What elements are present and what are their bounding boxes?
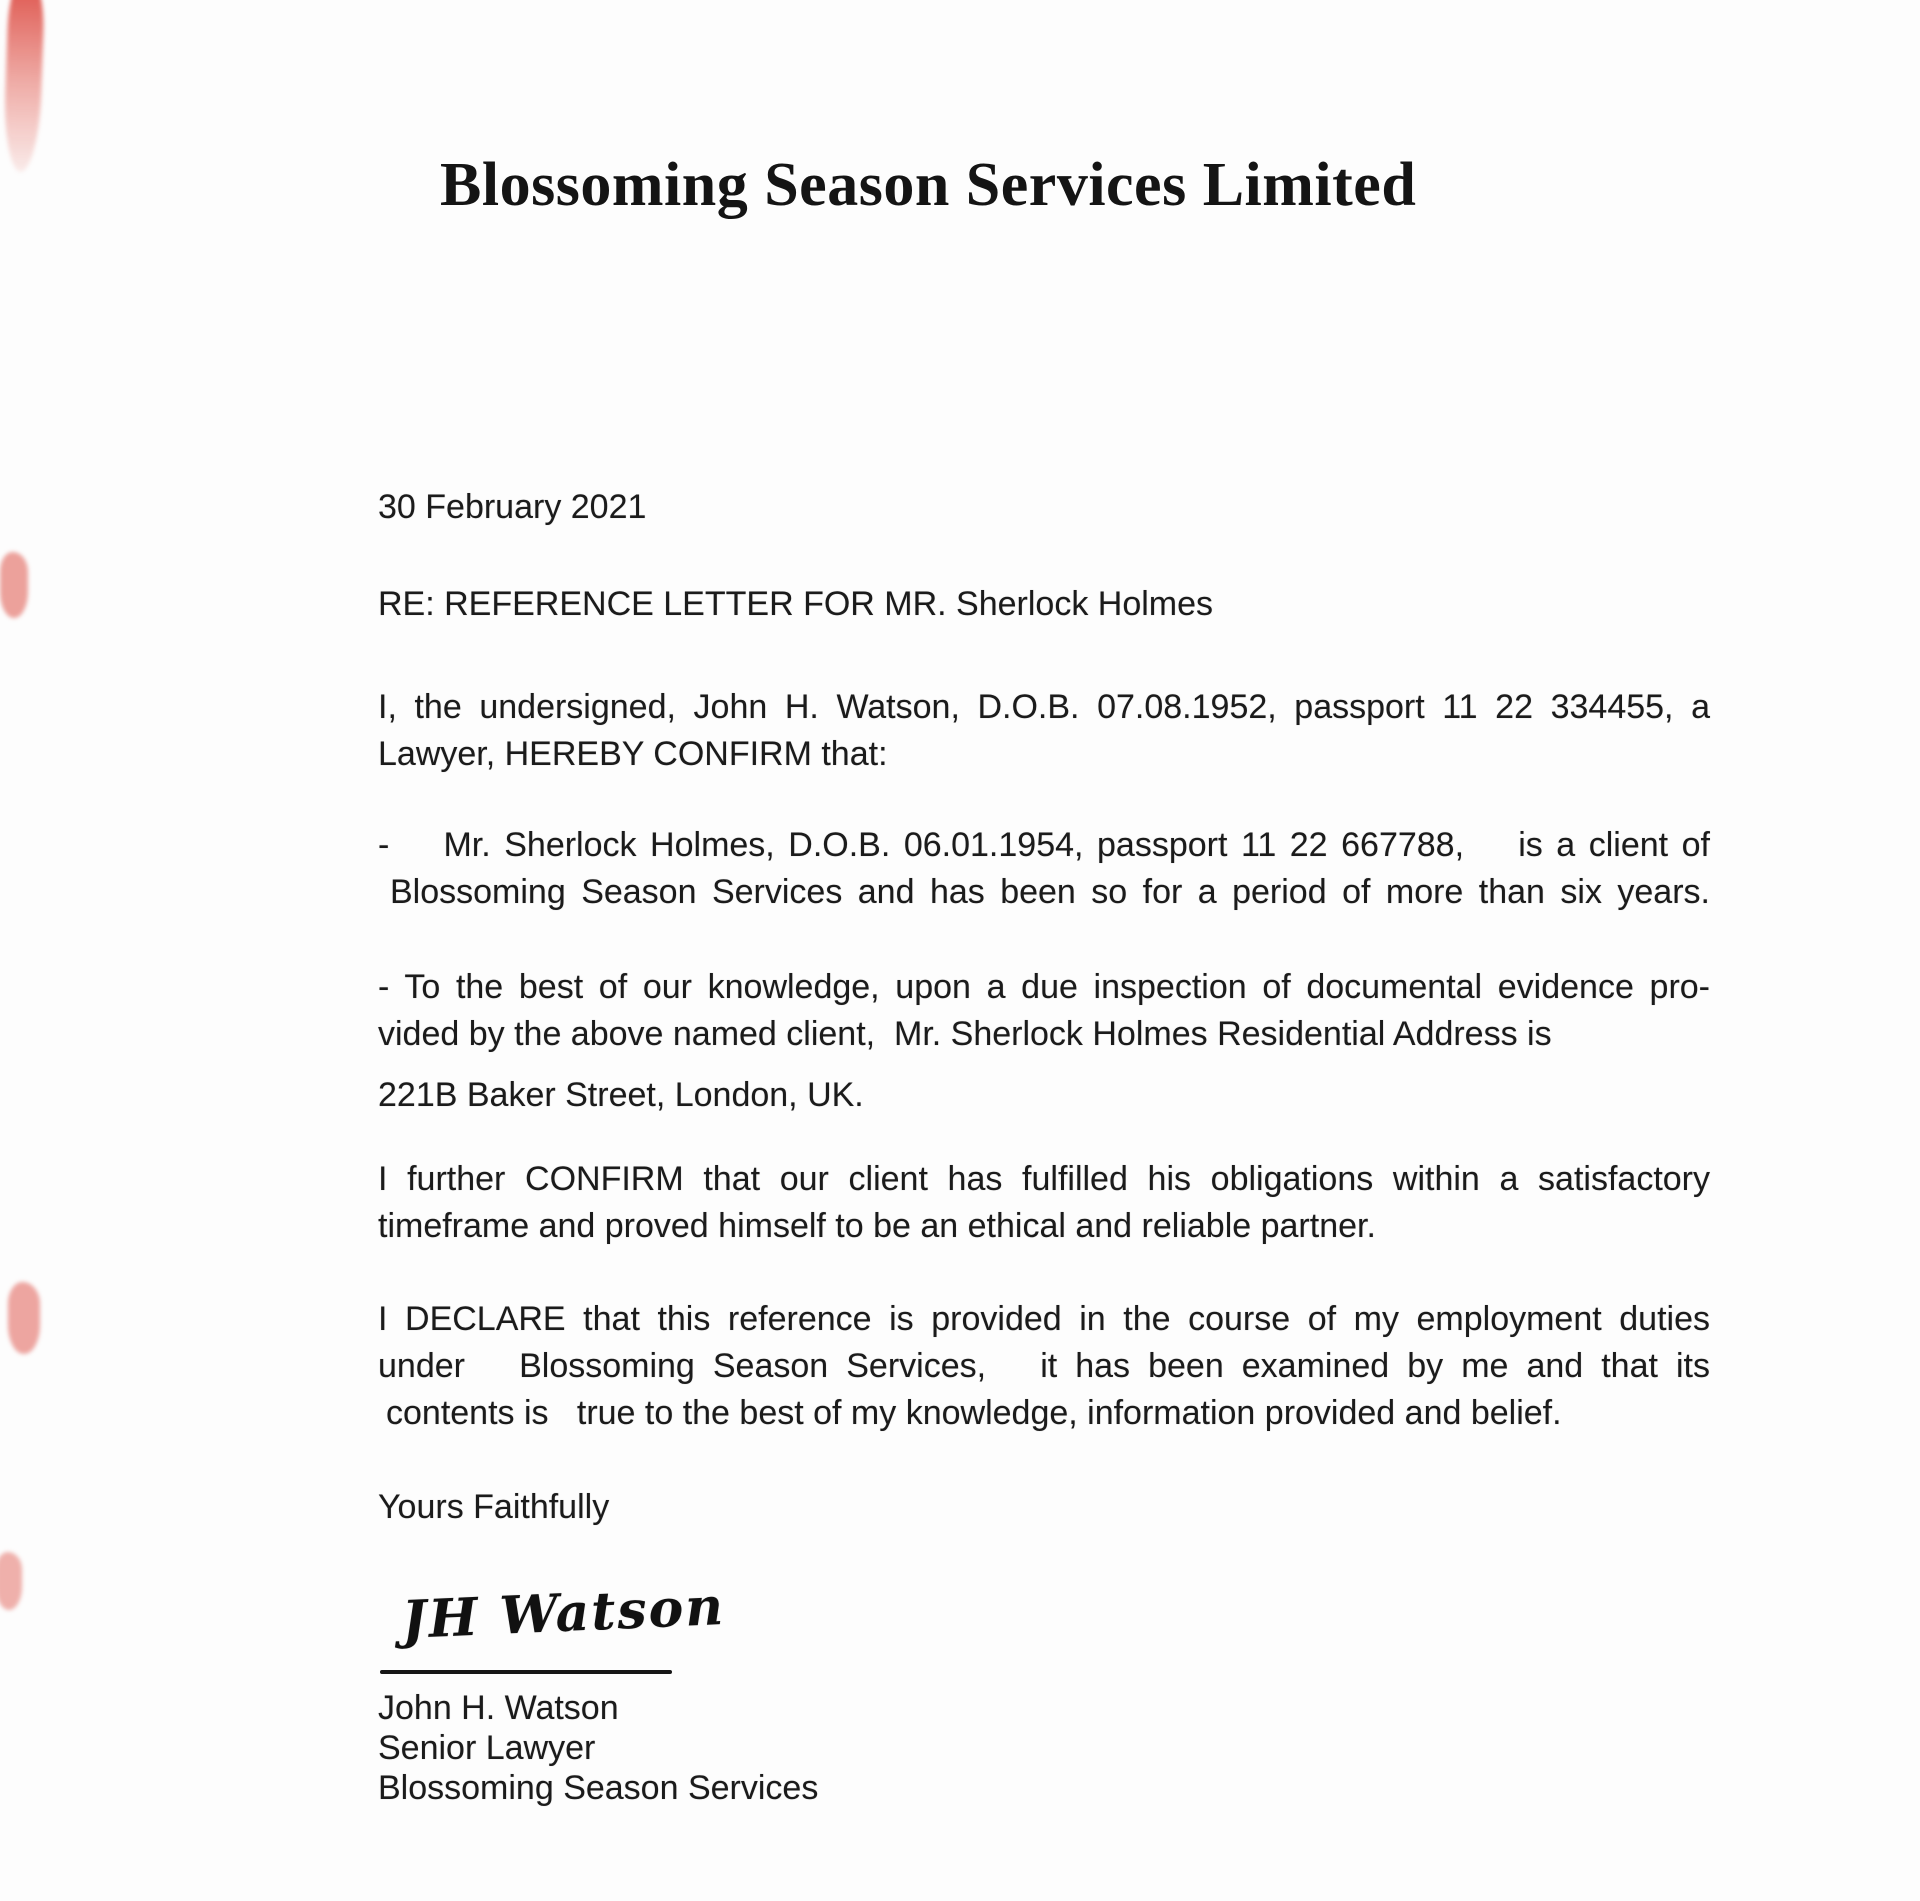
intro-line-2: Lawyer, HEREBY CONFIRM that: [378,735,888,774]
confirm-line-1: I further CONFIRM that our client has fulfilled his obligations within a satisfactory [378,1160,1710,1199]
signatory-company: Blossoming Season Services [378,1769,819,1808]
confirm-line-2: timeframe and proved himself to be an ethical and reliable partner. [378,1207,1376,1246]
closing-salutation: Yours Faithfully [378,1488,610,1527]
declare-line-3: contents is true to the best of my knowledge, information provided and belief. [386,1394,1562,1433]
signatory-role: Senior Lawyer [378,1729,596,1768]
letter-date: 30 February 2021 [378,488,647,527]
intro-line-1: I, the undersigned, John H. Watson, D.O.B. 07.08.1952, passport 11 22 334455, a [378,688,1710,727]
client-bullet-line-1: - Mr. Sherlock Holmes, D.O.B. 06.01.1954, passport 11 22 667788, is a client of [378,826,1710,865]
knowledge-bullet-paragraph [378,964,1710,1119]
scan-artifact-top-left [3,0,46,173]
declare-paragraph [378,1296,1710,1437]
confirm-paragraph [378,1156,1710,1250]
company-title: Blossoming Season Services Limited [440,151,1417,219]
handwritten-signature: JH Watson [400,1576,727,1652]
client-bullet-line-2: Blossoming Season Services and has been so for a period of more than six years. [390,873,1710,912]
declare-line-1: I DECLARE that this reference is provided in the course of my employment duties [378,1300,1710,1339]
knowledge-line-2: vided by the above named client, Mr. Sherlock Holmes Residential Address is [378,1015,1552,1054]
declare-line-2: under Blossoming Season Services, it has been examined by me and that its [378,1347,1710,1386]
signature-block [378,1688,1710,1808]
subject-line: RE: REFERENCE LETTER FOR MR. Sherlock Holmes [378,585,1214,624]
client-bullet-paragraph [378,822,1710,916]
intro-paragraph [378,684,1710,778]
knowledge-line-1: - To the best of our knowledge, upon a due inspection of documental evidence pro- [378,968,1710,1007]
signatory-name: John H. Watson [378,1689,619,1728]
letter-body [0,484,1920,1808]
address-line: 221B Baker Street, London, UK. [378,1076,864,1115]
signature-rule [380,1670,672,1674]
